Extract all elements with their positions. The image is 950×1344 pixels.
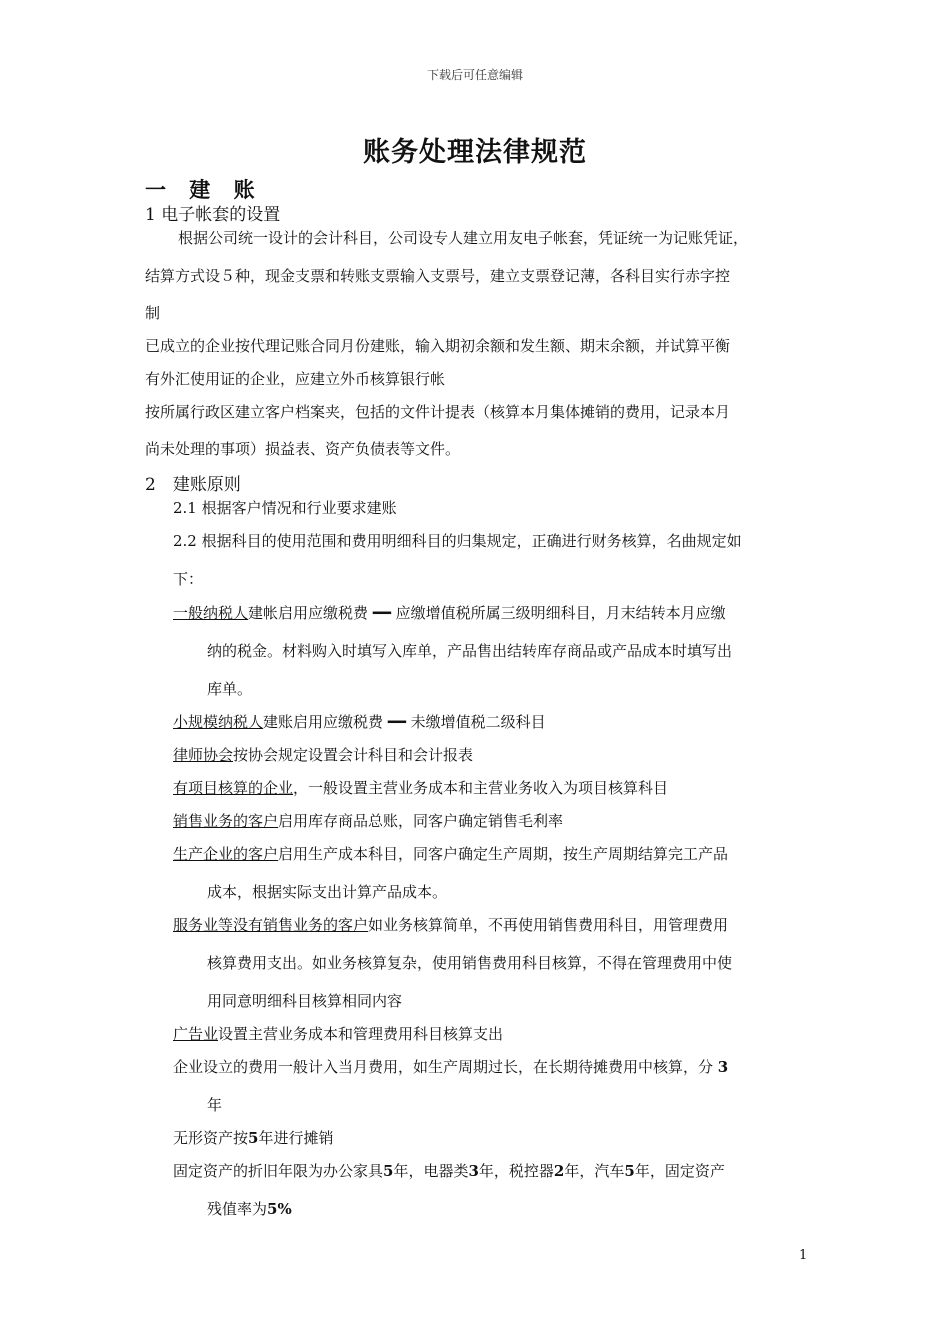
page-number: 1 [799,1248,808,1263]
fixed-text-e: 年，固定资产 [634,1162,725,1180]
paragraph-1-line-3: 制 [145,304,161,322]
fixed-years-furniture: 5 [383,1162,394,1180]
item-general-taxpayer-text: 建帐启用应缴税费 ━━ 应缴增值税所属三级明细科目，月末结转本月应缴 [248,604,726,622]
item-project-enterprise-key: 有项目核算的企业 [173,779,294,797]
item-sales-client-key: 销售业务的客户 [173,812,279,830]
item-production-client-line-2: 成本，根据实际支出计算产品成本。 [207,883,448,901]
intangible-years: 5 [248,1129,259,1147]
item-service-client-line-1 [173,914,728,935]
item-advertising-text: 设置主营业务成本和管理费用科目核算支出 [218,1025,504,1043]
item-advertising-key: 广告业 [173,1025,219,1043]
paragraph-1-line-1: 根据公司统一设计的会计科目，公司设专人建立用友电子帐套，凭证统一为记账凭证， [178,229,749,247]
startup-cost-line-1 [173,1056,728,1077]
fixed-assets-line-2 [207,1198,292,1219]
section-heading-1: 一 建 账 [145,177,263,202]
item-production-client-key: 生产企业的客户 [173,845,279,863]
intangible-text-b: 年进行摊销 [258,1129,334,1147]
header-note: 下载后可任意编辑 [426,68,523,82]
paragraph-3: 有外汇使用证的企业，应建立外币核算银行帐 [145,370,446,388]
rule-2-2-line-2: 下： [173,570,204,588]
item-general-taxpayer-line-2: 纳的税金。材料购入时填写入库单，产品售出结转库存商品或产品成本时填写出 [207,642,733,660]
item-lawyer-association-key: 律师协会 [173,746,234,764]
item-small-taxpayer [173,711,546,732]
item-small-taxpayer-key: 小规模纳税人 [173,713,264,731]
fixed-years-electrical: 3 [468,1162,479,1180]
paragraph-4-line-1: 按所属行政区建立客户档案夹，包括的文件计提表（核算本月集体摊销的费用，记录本月 [145,403,731,421]
item-production-client-line-1 [173,843,728,864]
fixed-years-car: 5 [624,1162,635,1180]
fixed-text-b: 年，电器类 [393,1162,469,1180]
startup-cost-years: 3 [717,1058,729,1076]
item-sales-client-text: 启用库存商品总账，同客户确定销售毛利率 [278,812,564,830]
item-lawyer-association-text: 按协会规定设置会计科目和会计报表 [233,746,474,764]
startup-cost-line-2: 年 [207,1096,223,1114]
fixed-residual-rate: 5% [267,1200,292,1218]
subheading-2: 2 建账原则 [145,475,241,495]
startup-cost-text: 企业设立的费用一般计入当月费用，如生产周期过长，在长期待摊费用中核算，分 [173,1058,718,1076]
item-advertising [173,1023,503,1044]
fixed-years-tax-device: 2 [553,1162,565,1180]
item-small-taxpayer-text: 建账启用应缴税费 ━━ 未缴增值税二级科目 [263,713,546,731]
item-lawyer-association [173,744,473,765]
fixed-text-a: 固定资产的折旧年限为办公家具 [173,1162,384,1180]
item-service-client-line-2: 核算费用支出。如业务核算复杂，使用销售费用科目核算，不得在管理费用中使 [207,954,733,972]
fixed-assets-line-1 [173,1160,725,1181]
rule-2-1: 2.1 根据客户情况和行业要求建账 [173,499,397,517]
item-service-client-key: 服务业等没有销售业务的客户 [173,916,369,934]
fixed-residual-text: 残值率为 [207,1200,268,1218]
intangible-assets [173,1127,333,1148]
item-general-taxpayer-line-3: 库单。 [207,680,253,698]
item-production-client-text: 启用生产成本科目，同客户确定生产周期，按生产周期结算完工产品 [278,845,729,863]
intangible-text-a: 无形资产按 [173,1129,249,1147]
fixed-text-d: 年，汽车 [564,1162,625,1180]
item-general-taxpayer-key: 一般纳税人 [173,604,249,622]
item-general-taxpayer-line-1 [173,602,726,623]
item-service-client-line-3: 用同意明细科目核算相同内容 [207,992,403,1010]
fixed-text-c: 年，税控器 [478,1162,554,1180]
item-sales-client [173,810,563,831]
item-project-enterprise [173,777,668,798]
paragraph-1-line-2: 结算方式设５种，现金支票和转账支票输入支票号，建立支票登记薄，各科目实行赤字控 [145,267,731,285]
subheading-1: 1 电子帐套的设置 [145,205,281,225]
rule-2-2-line-1: 2.2 根据科目的使用范围和费用明细科目的归集规定，正确进行财务核算，名曲规定如 [173,532,742,550]
item-project-enterprise-text: ，一般设置主营业务成本和主营业务收入为项目核算科目 [293,779,669,797]
document-title: 账务处理法律规范 [363,137,587,168]
item-service-client-text: 如业务核算简单，不再使用销售费用科目，用管理费用 [368,916,729,934]
paragraph-4-line-2: 尚未处理的事项）损益表、资产负债表等文件。 [145,440,461,458]
paragraph-2: 已成立的企业按代理记账合同月份建账，输入期初余额和发生额、期末余额，并试算平衡 [145,337,731,355]
